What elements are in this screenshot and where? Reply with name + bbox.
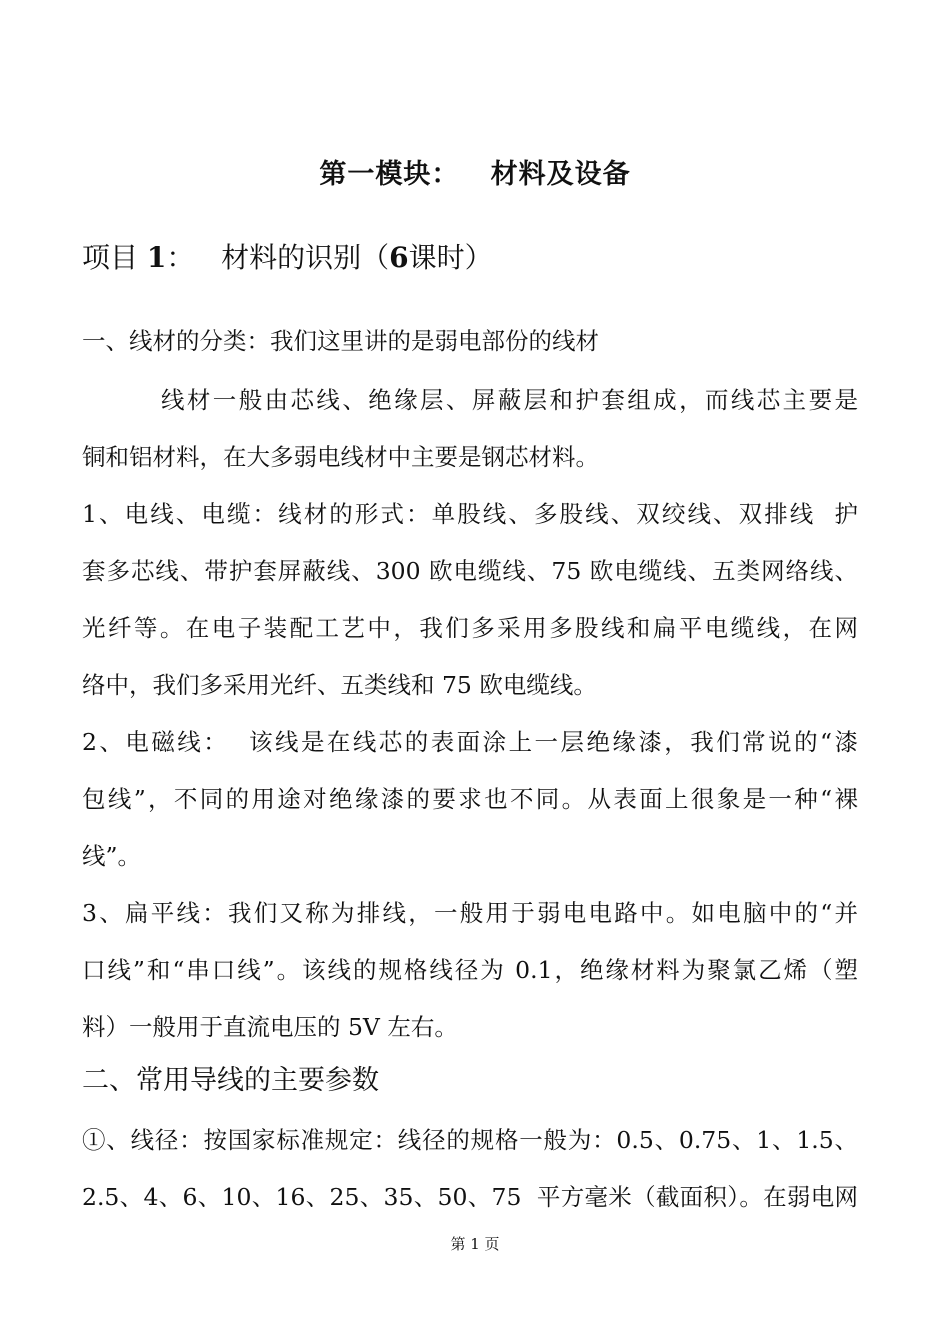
item3-line-1: 3、扁平线：我们又称为排线，一般用于弱电电路中。如电脑中的“并 [82, 899, 858, 927]
section1-heading: 一、线材的分类：我们这里讲的是弱电部份的线材 [82, 327, 599, 355]
project-colon: ： 材料的识别（ [166, 241, 390, 274]
item1-line-4: 络中，我们多采用光纤、五类线和 75 欧电缆线。 [82, 671, 597, 699]
section2-heading: 二、常用导线的主要参数 [82, 1065, 379, 1096]
item1-line-2: 套多芯线、带护套屏蔽线、300 欧电缆线、75 欧电缆线、五类网络线、 [82, 557, 858, 585]
item2-line-3: 线”。 [82, 842, 142, 870]
project-hours: 6 [389, 241, 409, 274]
project-prefix: 项目 [82, 241, 147, 274]
item2-line-2: 包线”，不同的用途对绝缘漆的要求也不同。从表面上很象是一种“裸 [82, 785, 858, 813]
item3-line-3: 料）一般用于直流电压的 5V 左右。 [82, 1013, 458, 1041]
intro-line-1: 线材一般由芯线、绝缘层、屏蔽层和护套组成，而线芯主要是 [82, 386, 858, 414]
item1-line-1: 1、电线、电缆：线材的形式：单股线、多股线、双绞线、双排线 护 [82, 500, 858, 528]
intro-line-2: 铜和铝材料，在大多弱电线材中主要是钢芯材料。 [82, 443, 599, 471]
param1-line-1: ①、线径：按国家标准规定：线径的规格一般为：0.5、0.75、1、1.5、 [82, 1126, 858, 1154]
item1-line-3: 光纤等。在电子装配工艺中，我们多采用多股线和扁平电缆线，在网 [82, 614, 858, 642]
item2-line-1: 2、电磁线： 该线是在线芯的表面涂上一层绝缘漆，我们常说的“漆 [82, 728, 858, 756]
param1-line-2: 2.5、4、6、10、16、25、35、50、75 平方毫米（截面积）。在弱电网 [82, 1183, 858, 1211]
item3-line-2: 口线”和“串口线”。该线的规格线径为 0.1，绝缘材料为聚氯乙烯（塑 [82, 956, 858, 984]
module-title: 第一模块： 材料及设备 [319, 159, 631, 190]
page-footer: 第 1 页 [450, 1235, 500, 1253]
project-number: 1 [146, 241, 167, 274]
project-title [82, 236, 493, 276]
project-suffix: 课时） [408, 241, 493, 274]
